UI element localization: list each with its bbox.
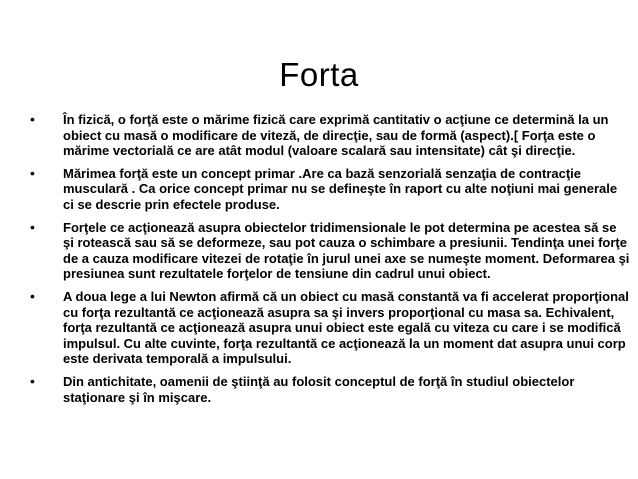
- slide-title: Forta: [279, 56, 359, 93]
- bullet-text: Din antichitate, oamenii de ştiinţă au folosit conceptul de forţă în studiul obiectelor staţionare şi în mişcare.: [63, 373, 575, 405]
- bullet-text: Forţele ce acţionează asupra obiectelor tridimensionale le pot determina pe acestea să se şi rotească sau să se deformeze, sau pot cauza o schimbare a presiunii. Tendinţa unei forţe de a cauza modificare vitezei de rotaţie în jurul unei axe se numeşte moment. Deformarea şi presiunea sunt rezultatele forţelor de tensiune din cadrul unui obiect.: [63, 219, 630, 282]
- bullet-item: [30, 220, 630, 282]
- bullet-text: Mărimea forţă este un concept primar .Are ca bază senzorială senzaţia de contracţie musculară . Ca orice concept primar nu se defineşte în raport cu alte noţiuni mai generale ci se descrie prin efectele produse.: [63, 165, 618, 212]
- bullet-marker: •: [30, 164, 35, 181]
- bullet-item: [30, 112, 630, 159]
- bullet-text: A doua lege a lui Newton afirmă că un obiect cu masă constantă va fi accelerat proporţional cu forţa rezultantă ce acţionează asupra sa şi invers proporţional cu masa sa. Echivalent, forţa rezultantă ce acţionează asupra unui obiect este egală cu viteza cu care i se modifică impulsul. Cu alte cuvinte, forţa rezultantă ce acţionează la un moment dat asupra unui corp este derivata temporală a impulsului.: [63, 288, 629, 367]
- bullet-item: [30, 374, 630, 405]
- bullet-item: [30, 289, 630, 367]
- bullet-item: [30, 166, 630, 213]
- bullet-marker: •: [30, 372, 35, 389]
- bullet-marker: •: [30, 111, 35, 127]
- bullet-text: În fizică, o forţă este o mărime fizică care exprimă cantitativ o acţiune ce determină la un obiect cu masă o modificare de viteză, de direcţie, sau de formă (aspect).[ Forţa este o mărime vectorială ce are atât modul (valoare scalară sau intensitate) cât şi direcţie.: [63, 112, 609, 159]
- bullet-list: [30, 112, 630, 412]
- bullet-marker: •: [30, 287, 35, 304]
- bullet-marker: •: [30, 218, 35, 235]
